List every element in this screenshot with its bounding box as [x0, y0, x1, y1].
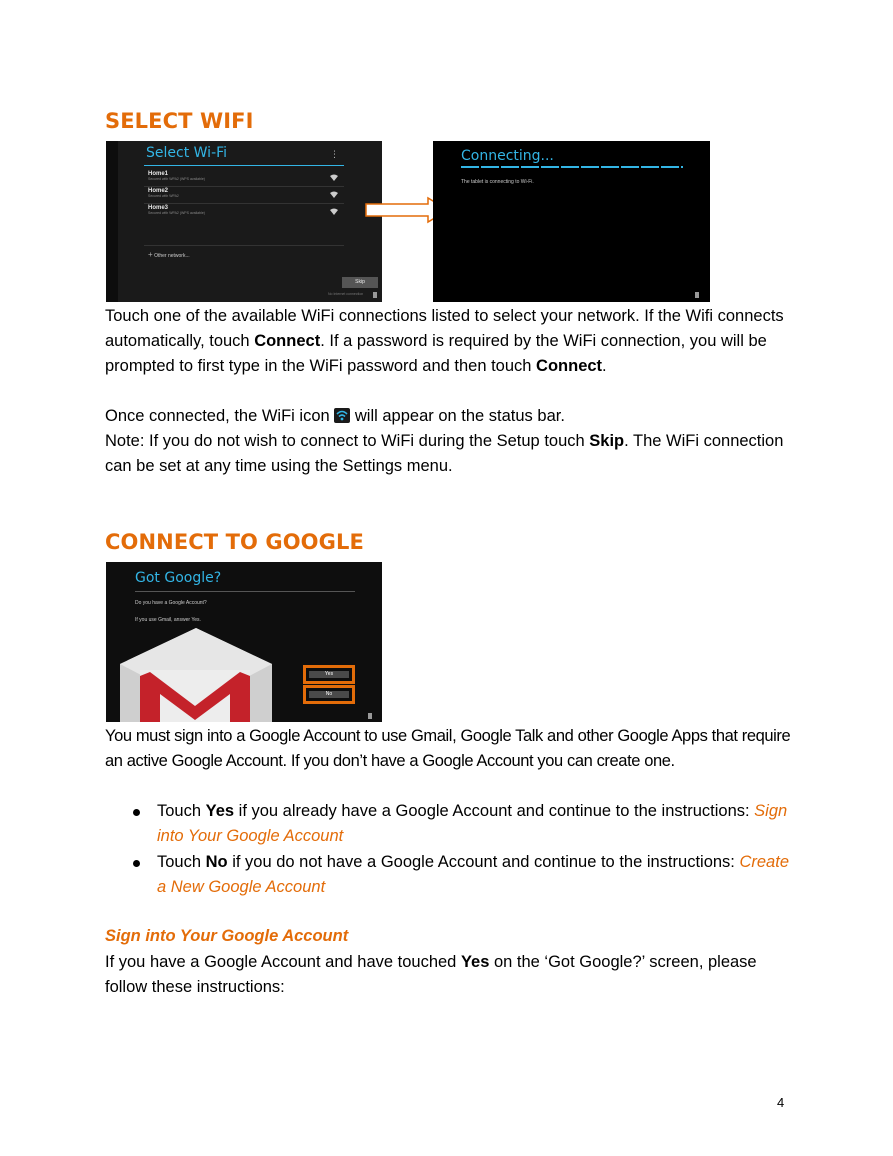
no-button[interactable]: No — [309, 691, 349, 698]
progress-bar — [461, 166, 683, 168]
wifi-network-item[interactable] — [148, 205, 348, 215]
yes-button[interactable]: Yes — [309, 671, 349, 678]
yes-button-highlight — [303, 665, 355, 684]
network-detail: Secured with WPA2 (WPS available) — [148, 211, 205, 215]
bullet-dot-icon — [133, 860, 140, 867]
network-detail: Secured with WPA2 (WPS available) — [148, 177, 205, 181]
list-item: Touch Yes if you already have a Google Account and continue to the instructions: Sign into Your Google Account — [130, 799, 790, 849]
sign-in-subheading: Sign into Your Google Account — [105, 927, 349, 945]
no-button-highlight — [303, 685, 355, 704]
other-network-item[interactable] — [148, 250, 190, 259]
got-google-screenshot — [106, 562, 382, 722]
got-google-title: Got Google? — [135, 570, 222, 586]
connect-google-heading: CONNECT TO GOOGLE — [105, 530, 364, 554]
wifi-lock-icon — [330, 174, 338, 181]
gmail-envelope-icon — [116, 624, 276, 722]
battery-icon — [695, 292, 699, 298]
create-account-link[interactable]: Create a New Google Account — [157, 853, 789, 896]
skip-button[interactable]: Skip — [342, 277, 378, 288]
status-bar-text: No Internet connection — [328, 292, 364, 296]
wifi-instructions-paragraph: Touch one of the available WiFi connections listed to select your network. If the Wifi connects automatically, touch Connect. If a password is required by the WiFi connection, you will be prompted to first type in the WiFi password and then touch Connect. — [105, 307, 784, 375]
network-detail: Secured with WPA2 — [148, 194, 179, 198]
google-account-question: Do you have a Google Account? — [135, 600, 207, 606]
overflow-menu-icon[interactable]: ⋮ — [330, 149, 339, 159]
connecting-title: Connecting... — [461, 148, 554, 164]
bullet-dot-icon — [133, 809, 140, 816]
wifi-lock-icon — [330, 191, 338, 198]
google-options-list — [130, 799, 790, 901]
battery-icon — [368, 713, 372, 719]
list-item: Touch No if you do not have a Google Account and continue to the instructions: Create a New Google Account — [130, 850, 790, 900]
select-wifi-heading: SELECT WIFI — [105, 109, 254, 133]
add-icon: + — [148, 250, 153, 259]
wifi-note-paragraph: Note: If you do not wish to connect to WiFi during the Setup touch Skip. The WiFi connection can be set at any time using the Settings menu. — [105, 432, 784, 475]
google-account-paragraph: You must sign into a Google Account to use Gmail, Google Talk and other Google Apps that require an active Google Account. If you don’t have a Google Account you can create one. — [105, 727, 791, 770]
network-name: Home2 — [148, 188, 169, 194]
network-name: Home1 — [148, 171, 169, 177]
wifi-icon-paragraph: Once connected, the WiFi icon will appear on the status bar. — [105, 407, 565, 425]
sign-in-link[interactable]: Sign into Your Google Account — [157, 802, 788, 845]
select-wifi-screenshot — [106, 141, 382, 302]
page-number: 4 — [777, 1095, 785, 1110]
wifi-status-icon — [334, 408, 350, 423]
wifi-network-item[interactable] — [148, 188, 348, 198]
other-network-label: Other network... — [154, 253, 190, 259]
connecting-screenshot — [433, 141, 710, 302]
battery-icon — [373, 292, 377, 298]
gmail-hint: If you use Gmail, answer Yes. — [135, 617, 201, 623]
wifi-lock-icon — [330, 208, 338, 215]
network-name: Home3 — [148, 205, 169, 211]
sign-in-paragraph: If you have a Google Account and have touched Yes on the ‘Got Google?’ screen, please follow these instructions: — [105, 953, 757, 996]
wifi-network-item[interactable] — [148, 171, 348, 181]
select-wifi-title: Select Wi-Fi — [146, 145, 228, 161]
connecting-message: The tablet is connecting to Wi-Fi. — [461, 179, 534, 185]
